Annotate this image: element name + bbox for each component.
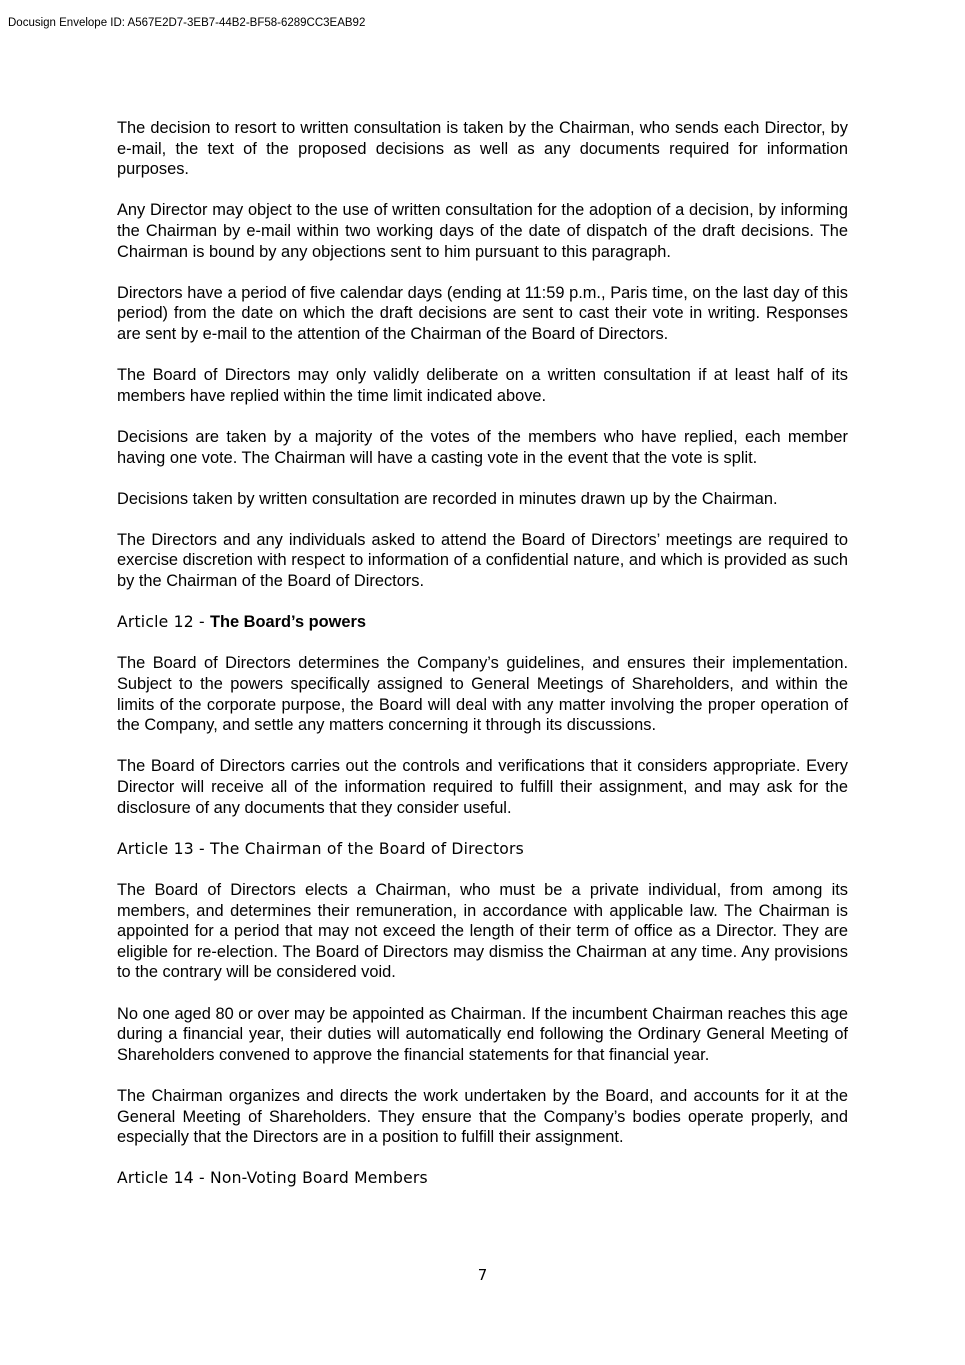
article-12-heading [117,612,848,633]
paragraph-board-guidelines: The Board of Directors determines the Company’s guidelines, and ensures their implementation. Subject to the powers specifically assigned to General Meetings of Shareholders, and within the limits of the corporate purpose, the Board will deal with any matter involving the proper operation of the Company, and settle any matters concerning it through its discussions. [117,654,848,735]
paragraph-majority: Decisions are taken by a majority of the votes of the members who have replied, each member having one vote. The Chairman will have a casting vote in the event that the vote is split. [117,427,848,467]
page-number: 7 [477,1266,488,1284]
article-13-heading: Article 13 - The Chairman of the Board of Directors [117,839,524,858]
paragraph-written-consultation-decision: The decision to resort to written consultation is taken by the Chairman, who sends each Director, by e-mail, the text of the proposed decisions as well as any documents required for information purposes. [117,119,848,179]
paragraph-director-objection: Any Director may object to the use of written consultation for the adoption of a decision, by informing the Chairman by e-mail within two working days of the date of dispatch of the draft decisions. The Chairman is bound by any objections sent to him pursuant to this paragraph. [117,201,848,261]
paragraph-board-controls: The Board of Directors carries out the controls and verifications that it considers appropriate. Every Director will receive all of the information required to fulfill their assignment, and may ask for the disclosure of any documents that they consider useful. [117,757,848,817]
paragraph-chairman-duties: The Chairman organizes and directs the work undertaken by the Board, and accounts for it at the General Meeting of Shareholders. They ensure that the Company’s bodies operate properly, and especially that the Directors are in a position to fulfill their assignment. [117,1086,848,1147]
article-14-heading: Article 14 - Non-Voting Board Members [117,1169,428,1188]
article-12-title: The Board’s powers [209,613,367,632]
paragraph-minutes: Decisions taken by written consultation are recorded in minutes drawn up by the Chairman. [117,489,778,508]
paragraph-quorum: The Board of Directors may only validly deliberate on a written consultation if at least half of its members have replied within the time limit indicated above. [117,366,848,405]
article-12-prefix: Article 12 - [117,613,210,632]
paragraph-discretion: The Directors and any individuals asked to attend the Board of Directors’ meetings are required to exercise discretion with respect to information of a confidential nature, and which is provided as such by the Chairman of the Board of Directors. [117,530,848,591]
paragraph-voting-period: Directors have a period of five calendar days (ending at 11:59 p.m., Paris time, on the last day of this period) from the date on which the draft decisions are sent to cast their vote in writing. Responses are sent by e-mail to the attention of the Chairman of the Board of Directors. [117,283,848,343]
docusign-envelope-id: Docusign Envelope ID: A567E2D7-3EB7-44B2-BF58-6289CC3EAB92 [8,17,366,29]
document-body [117,118,848,1209]
paragraph-chairman-age-limit: No one aged 80 or over may be appointed as Chairman. If the incumbent Chairman reaches this age during a financial year, their duties will automatically end following the Ordinary General Meeting of Shareholders convened to approve the financial statements for that financial year. [117,1004,848,1064]
paragraph-chairman-election: The Board of Directors elects a Chairman, who must be a private individual, from among its members, and determines their remuneration, in accordance with applicable law. The Chairman is appointed for a period that may not exceed the length of their term of office as a Director. They are eligible for re-election. The Board of Directors may dismiss the Chairman at any time. Any provisions to the contrary will be considered void. [117,880,848,982]
